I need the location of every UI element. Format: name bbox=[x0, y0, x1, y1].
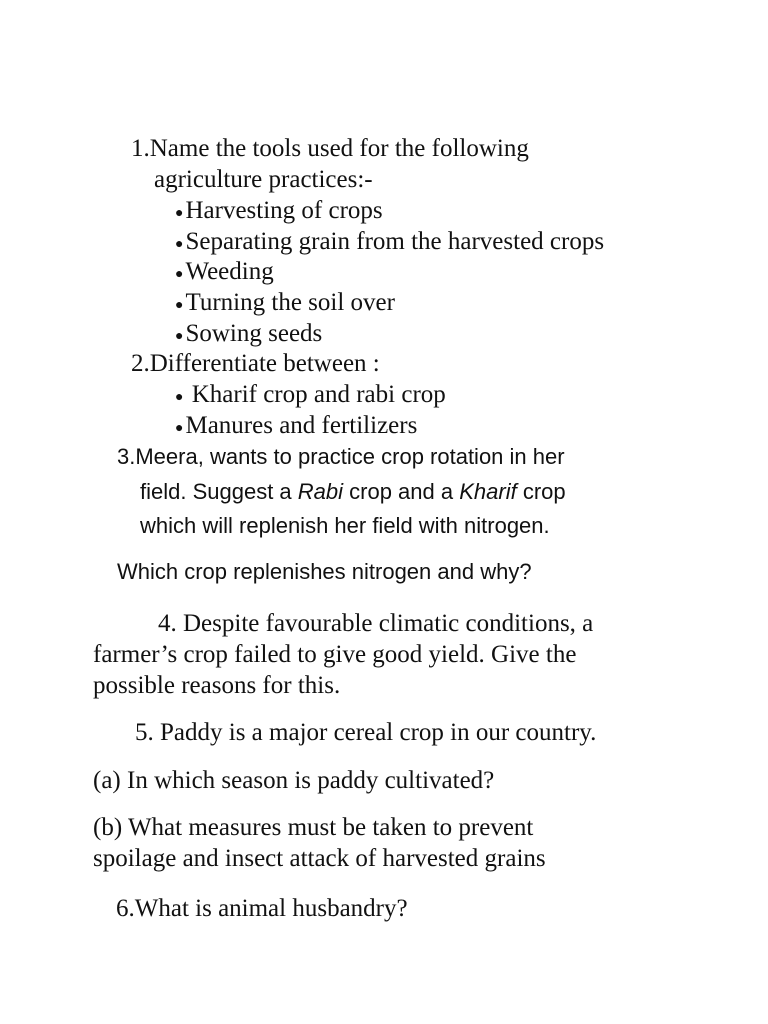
q2-text-1: Differentiate between : bbox=[149, 350, 380, 377]
q1-bullet-5 bbox=[175, 318, 322, 352]
q5-part-b-line2: spoilage and insect attack of harvested grains bbox=[93, 845, 546, 872]
bullet-icon: ● bbox=[175, 329, 184, 344]
q2-number: 2. bbox=[131, 350, 150, 377]
q3-rabi-term: Rabi bbox=[297, 479, 344, 504]
bullet-icon: ● bbox=[175, 390, 184, 405]
q1-bullet-text: Weeding bbox=[185, 258, 274, 285]
q2-bullet-text: Manures and fertilizers bbox=[185, 412, 418, 439]
q6-line1: 6.What is animal husbandry? bbox=[116, 895, 408, 922]
q3-text-2c: crop bbox=[516, 479, 566, 504]
q3-kharif-term: Kharif bbox=[459, 479, 517, 504]
q1-text-1: Name the tools used for the following bbox=[149, 135, 529, 162]
q3-number: 3. bbox=[117, 444, 136, 469]
q1-bullet-4 bbox=[175, 287, 395, 321]
q3-line2 bbox=[140, 475, 566, 509]
bullet-icon: ● bbox=[175, 298, 184, 313]
q1-line1 bbox=[131, 133, 529, 164]
q4-line3: possible reasons for this. bbox=[93, 672, 341, 699]
q4-line1: 4. Despite favourable climatic conditions, a bbox=[158, 610, 594, 637]
q4-line2: farmer’s crop failed to give good yield. Give the bbox=[93, 641, 577, 668]
q3-line1 bbox=[117, 440, 565, 474]
q2-bullet-1 bbox=[175, 379, 446, 413]
bullet-icon: ● bbox=[175, 267, 184, 282]
q1-bullet-3 bbox=[175, 256, 274, 290]
q3-line3: which will replenish her field with nitrogen. bbox=[140, 513, 550, 538]
q2-line1 bbox=[131, 348, 380, 379]
q5-part-a: (a) In which season is paddy cultivated? bbox=[93, 767, 495, 794]
bullet-icon: ● bbox=[175, 421, 184, 436]
q2-bullet-text: Kharif crop and rabi crop bbox=[185, 381, 446, 408]
bullet-icon: ● bbox=[175, 206, 184, 221]
q1-bullet-2 bbox=[175, 226, 604, 260]
q1-number: 1. bbox=[131, 135, 150, 162]
q1-bullet-text: Separating grain from the harvested crops bbox=[185, 228, 605, 255]
q1-bullet-text: Sowing seeds bbox=[185, 320, 323, 347]
q1-bullet-text: Turning the soil over bbox=[185, 289, 395, 316]
bullet-icon: ● bbox=[175, 237, 184, 252]
q5-part-b-line1: (b) What measures must be taken to prevent bbox=[93, 814, 534, 841]
q1-bullet-1 bbox=[175, 195, 383, 229]
q3-text-2b: crop and a bbox=[343, 479, 460, 504]
q1-bullet-text: Harvesting of crops bbox=[185, 197, 383, 224]
q1-line2: agriculture practices:- bbox=[154, 166, 373, 193]
q3-line4: Which crop replenishes nitrogen and why? bbox=[117, 559, 532, 584]
q5-line1: 5. Paddy is a major cereal crop in our country. bbox=[135, 719, 597, 746]
q3-text-1: Meera, wants to practice crop rotation in her bbox=[135, 444, 565, 469]
q2-bullet-2 bbox=[175, 410, 417, 444]
q3-text-2a: field. Suggest a bbox=[140, 479, 298, 504]
